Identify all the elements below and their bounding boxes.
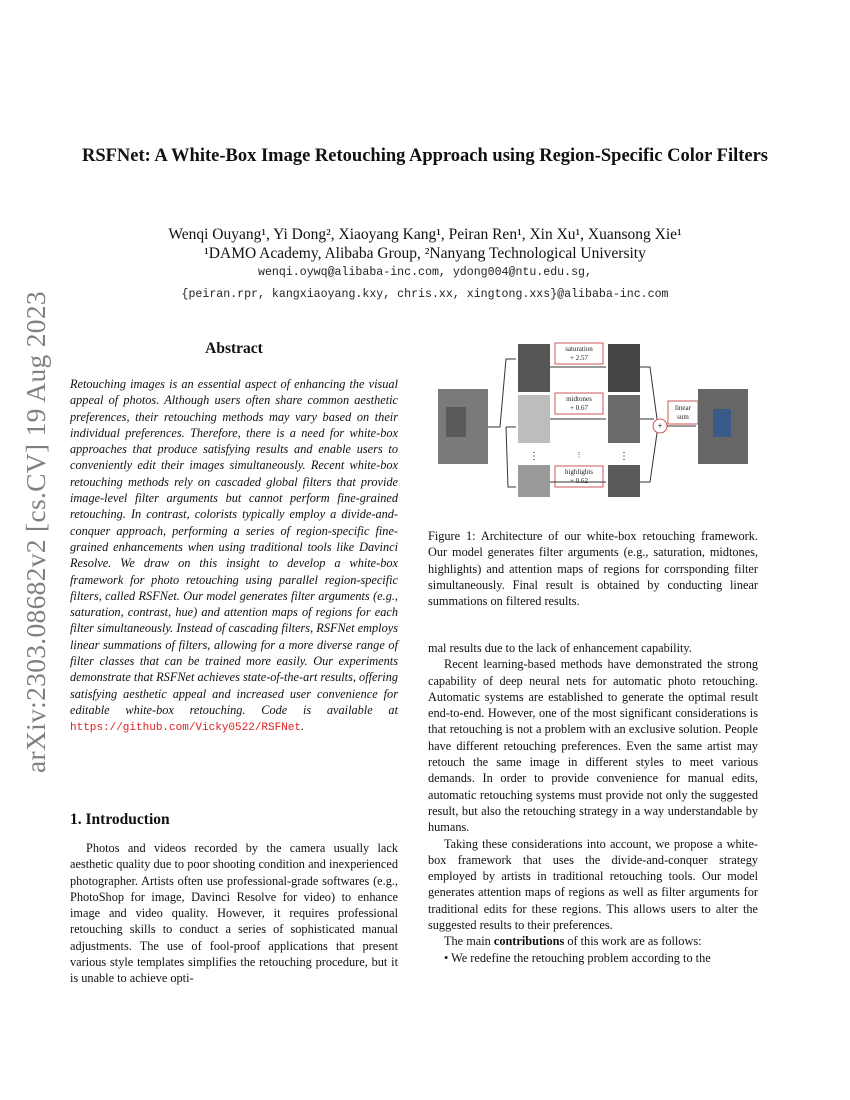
abstract-text: Retouching images is an essential aspect of enhancing the visual appeal of photos. Although users often share common aesthetic preferences, their retouching methods may vary based on their individual preferences. Therefore, there is a need for white-box approaches that produce satisfying results and enable users to conveniently edit their images simultaneously. Recent white-box retouching methods rely on cascaded global filters that provide image-level filter arguments but cannot perform fine-grained retouching. In contrast, colorists typically employ a divide-and-conquer approach, performing a series of region-specific fine-grained enhancements when using traditional tools like Davinci Resolve. We draw on this insight to develop a white-box framework for photo retouching using parallel region-specific filters, called RSFNet. Our model generates filter arguments (e.g., saturation, contrast, hue) and attention maps of regions for each filter simultaneously. Instead of cascading filters, RSFNet employs linear summations of filters, allowing for a more diverse range of filter classes that can be trained more easily. Our experiments demonstrate that RSFNet achieves state-of-the-art results, offering satisfying aesthetic appeal and increased user convenience for editable white-box retouching. Code is available at (70, 377, 398, 717)
contribution-bullet: • We redefine the retouching problem according to the (444, 950, 711, 965)
abstract-heading: Abstract (205, 340, 263, 357)
continued-paragraph: mal results due to the lack of enhancement capability. (428, 641, 692, 655)
abstract-end: . (301, 719, 305, 734)
arxiv-id: arXiv:2303.08682v2 [cs.CV] 19 Aug 2023 (20, 291, 51, 773)
attention-map-3 (518, 465, 550, 497)
attention-map-1 (518, 344, 550, 392)
linear-sum-label-2: sum (677, 413, 689, 421)
input-arrows (488, 359, 516, 487)
contrib-bold: contributions (493, 934, 565, 949)
abstract-body (70, 376, 398, 737)
contrib-pre: The main (444, 934, 494, 949)
input-image-subject (446, 407, 466, 437)
dots-left: ⋮ (529, 451, 539, 462)
filter-label-highlights: highlights (564, 468, 594, 476)
paragraph-white-box: Taking these considerations into account, we propose a white-box framework that uses the divide-and-conquer strategy employed by artists in traditional retouching tools. Our model generates attention maps of regions as well as filter arguments for traditional edits for these regions. This allows users to alter the suggested results to their preferences. (428, 836, 758, 933)
filter-label-midtones: midtones (566, 395, 592, 403)
paragraph-learning-methods: Recent learning-based methods have demonstrated the strong capability of deep neural nets for automatic photo retouching. Automatic systems are established to generate the optimal result end-to-end. However, one of the most significant considerations is that retouching is not a problem with an exclusive solution. People have different retouching preferences. Even the same artist may retouch the same image in different styles to meet various demands. In order to provide convenience for manual edits, automatic retouching systems must provide not only the suggested result, but also the retouching strategy in a way understandable by humans. (428, 657, 758, 835)
dots-middle: ⋮ (575, 451, 583, 459)
architecture-diagram (428, 337, 758, 497)
filtered-result-2 (608, 395, 640, 443)
emails-line-2: {peiran.rpr, kangxiaoyang.kxy, chris.xx, xingtong.xxs}@alibaba-inc.com (181, 288, 669, 301)
emails-line-1: wenqi.oywq@alibaba-inc.com, ydong004@ntu.edu.sg, (258, 266, 592, 279)
author-list: Wenqi Ouyang¹, Yi Dong², Xiaoyang Kang¹, Peiran Ren¹, Xin Xu¹, Xuansong Xie¹ (168, 226, 682, 243)
dots-right: ⋮ (619, 451, 629, 462)
filter-arrows (550, 367, 606, 482)
plus-sign: + (657, 421, 663, 431)
filter-label-saturation: saturation (565, 345, 593, 353)
filtered-result-3 (608, 465, 640, 497)
intro-paragraph: Photos and videos recorded by the camera usually lack aesthetic quality due to poor shooting condition and inexperienced photographer. Artists often use professional-grade softwares (e.g., PhotoShop for image, Davinci Resolve for video) to enhance image and video quality. However, it requires professional retouching skills to conduct a series of sophisticated manual adjustments. The use of fool-proof applications that present various style templates simplifies the retouching procedure, but it is unable to achieve opti- (70, 841, 398, 986)
paper-title: RSFNet: A White-Box Image Retouching Approach using Region-Specific Color Filters (81, 146, 769, 166)
intro-heading: 1. Introduction (70, 811, 170, 828)
arxiv-sidebar (0, 0, 56, 1100)
contrib-post: of this work are as follows: (564, 934, 702, 949)
filter-value-saturation: + 2.57 (570, 354, 588, 362)
attention-map-2 (518, 395, 550, 443)
filtered-result-1 (608, 344, 640, 392)
linear-sum-label-1: linear (675, 404, 691, 412)
right-column-body (428, 640, 758, 966)
figure-caption: Figure 1: Architecture of our white-box retouching framework. Our model generates filter arguments (e.g., saturation, midtones, highlights) and attention maps of regions for corrsponding filter simultaneously. Final result is obtained by conducting linear summations on filtered results. (428, 529, 758, 609)
output-image-subject (713, 409, 731, 437)
filter-value-highlights: + 0.62 (570, 477, 588, 485)
figure-architecture (428, 337, 758, 497)
paragraph-contributions (428, 933, 758, 949)
code-link[interactable]: https://github.com/Vicky0522/RSFNet (70, 722, 302, 735)
affiliations: ¹DAMO Academy, Alibaba Group, ²Nanyang Technological University (204, 245, 646, 262)
intro-body (70, 840, 398, 987)
filter-value-midtones: + 0.67 (570, 404, 588, 412)
